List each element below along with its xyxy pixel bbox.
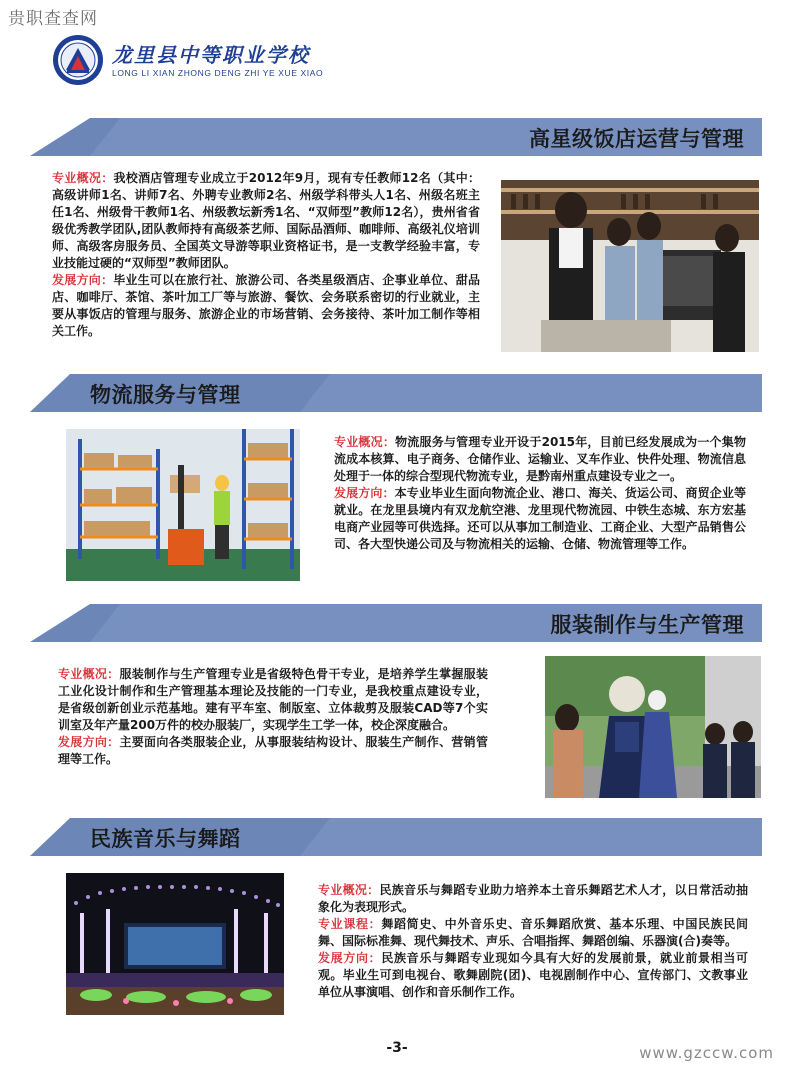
paragraph-text: 民族音乐与舞蹈专业助力培养本土音乐舞蹈艺术人才，以日常活动抽象化为表现形式。 (318, 883, 748, 914)
paragraph-text: 舞蹈简史、中外音乐史、音乐舞蹈欣赏、基本乐理、中国民族民间舞、国际标准舞、现代舞技术、声乐、合唱指挥、舞蹈创编、乐器演(合)奏等。 (318, 917, 748, 948)
school-name: 龙里县中等职业学校 (112, 43, 310, 67)
section-banner-logistics (30, 374, 762, 412)
paragraph-overview (334, 434, 746, 485)
paragraph-text: 物流服务与管理专业开设于2015年，目前已经发展成为一个集物流成本核算、电子商务、仓储作业、运输业、叉车作业、快件处理、物流信息处理于一体的综合型现代物流专业，是黔南州重点建设专业之一。 (334, 435, 746, 483)
watermark-top: 贵职查查网 (8, 9, 98, 29)
section-banner-hotel (30, 118, 762, 156)
paragraph-text: 主要面向各类服装企业，从事服装结构设计、服装生产制作、营销管理等工作。 (58, 735, 488, 766)
section-title-hotel: 高星级饭店运营与管理 (529, 127, 744, 151)
school-logo-icon (52, 34, 104, 86)
section-title-logistics: 物流服务与管理 (90, 383, 241, 407)
paragraph-label: 专业概况： (52, 171, 114, 185)
paragraph-text: 毕业生可以在旅行社、旅游公司、各类星级酒店、企事业单位、甜品店、咖啡厅、茶馆、茶叶加工厂等与旅游、餐饮、会务联系密切的行业就业，主要从事饭店的管理与服务、旅游企业的市场营销、会务接待、茶叶加工制作等相关工作。 (52, 273, 480, 338)
paragraph-label: 专业概况： (334, 435, 396, 449)
section-banner-garment (30, 604, 762, 642)
section-text-garment (58, 666, 488, 768)
paragraph-label: 发展方向： (318, 951, 382, 965)
paragraph-text: 本专业毕业生面向物流企业、港口、海关、货运公司、商贸企业等就业。在龙里县境内有双龙航空港、龙里现代物流园、中铁生态城、东方宏基电商产业园等可供选择。还可以从事加工制造业、工商企业、大型产品销售公司、各大型快递公司及与物流相关的运输、仓储、物流管理等工作。 (334, 486, 746, 551)
paragraph-label: 专业概况： (58, 667, 120, 681)
paragraph-courses (318, 916, 748, 950)
paragraph-label: 专业课程： (318, 917, 382, 931)
section-title-garment: 服装制作与生产管理 (550, 613, 744, 637)
section-title-music-dance: 民族音乐与舞蹈 (90, 827, 241, 851)
paragraph-label: 专业概况： (318, 883, 380, 897)
watermark-bottom: www.gzccw.com (639, 1044, 774, 1062)
school-header (52, 34, 352, 86)
paragraph-overview (52, 170, 480, 272)
page-number: -3- (386, 1040, 408, 1056)
paragraph-overview (58, 666, 488, 734)
paragraph-overview (318, 882, 748, 916)
paragraph-label: 发展方向： (52, 273, 114, 287)
paragraph-text: 服装制作与生产管理专业是省级特色骨干专业，是培养学生掌握服装工业化设计制作和生产管理基本理论及技能的一门专业，是我校重点建设专业，是省级创新创业示范基地。建有平车室、制版室、立体裁剪及服装CAD等7个实训室及年产量200万件的校办服装厂，实现学生工学一体，校企深度融合。 (58, 667, 488, 732)
photo-logistics-warehouse (66, 429, 300, 581)
paragraph-direction (334, 485, 746, 553)
section-banner-music-dance (30, 818, 762, 856)
photo-hotel-training (501, 180, 759, 352)
paragraph-label: 发展方向： (334, 486, 395, 500)
paragraph-label: 发展方向： (58, 735, 120, 749)
section-text-hotel (52, 170, 480, 340)
photo-garment-exhibition (545, 656, 761, 798)
paragraph-direction (52, 272, 480, 340)
paragraph-direction (318, 950, 748, 1001)
paragraph-text: 我校酒店管理专业成立于2012年9月，现有专任教师12名（其中：高级讲师1名、讲师7名、外聘专业教师2名、州级学科带头人1名、州级名班主任1名、州级骨干教师1名、州级教坛新秀1名、“双师型”教师12名），贵州省省级优秀教学团队,团队教师持有高级茶艺师、国际品酒师、咖啡师、高级礼仪培训师、高级客房服务员、全国英文导游等职业资格证书，是一支教学经验丰富，专业技能过硬的“双师型”教师团队。 (52, 171, 480, 270)
section-text-music-dance (318, 882, 748, 1001)
school-name-pinyin: LONG LI XIAN ZHONG DENG ZHI YE XUE XIAO (112, 68, 324, 78)
paragraph-direction (58, 734, 488, 768)
section-text-logistics (334, 434, 746, 553)
photo-stage-performance (66, 873, 284, 1015)
paragraph-text: 民族音乐与舞蹈专业现如今具有大好的发展前景，就业前景相当可观。毕业生可到电视台、歌舞剧院(团)、电视剧制作中心、宣传部门、文教事业单位从事演唱、创作和音乐制作工作。 (318, 951, 748, 999)
